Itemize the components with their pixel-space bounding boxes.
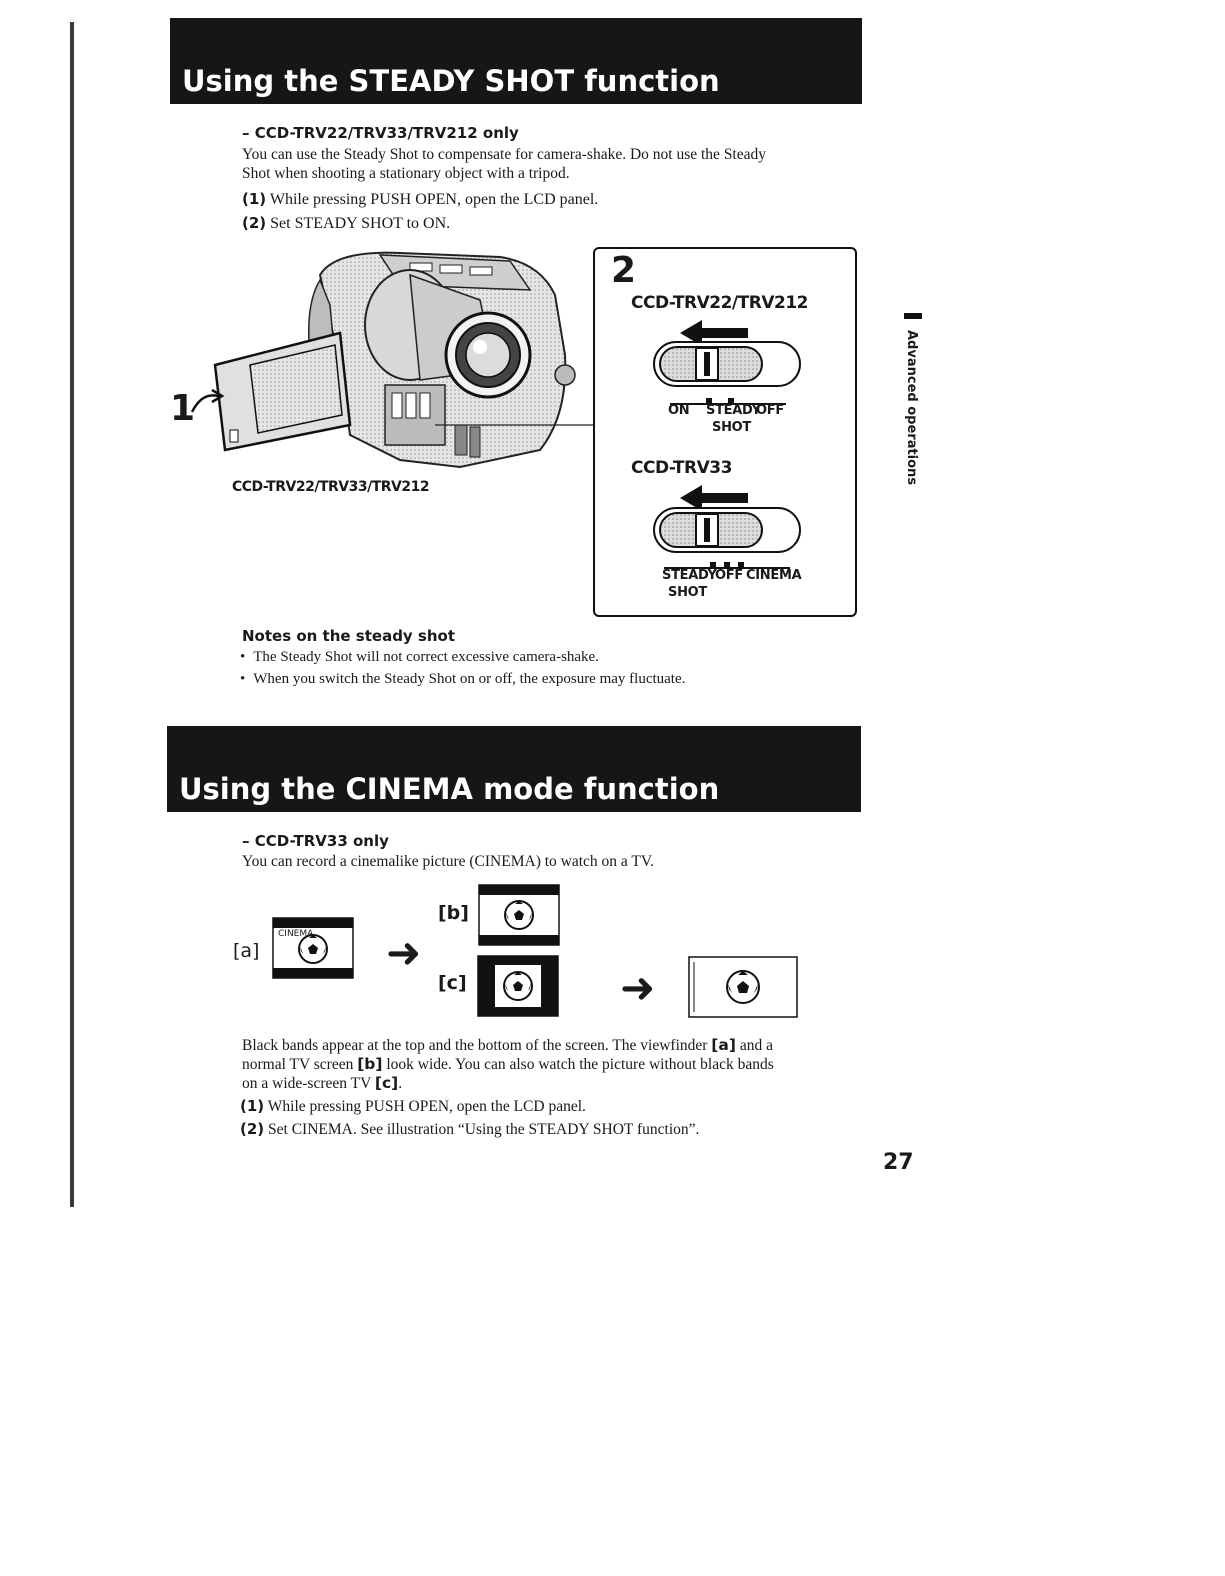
model-a-label: CCD-TRV22/TRV212 xyxy=(631,293,808,313)
label-c: [c] xyxy=(438,972,467,994)
steady-shot-step-2: (2) Set STEADY SHOT to ON. xyxy=(242,214,451,232)
switch-a-steady: STEADY xyxy=(706,403,761,418)
tv-screen-b xyxy=(478,884,560,951)
side-tab-label: Advanced operations xyxy=(904,330,919,486)
cinema-intro: You can record a cinemalike picture (CINEMA) to watch on a TV. xyxy=(242,853,654,870)
page-number: 27 xyxy=(883,1150,914,1175)
cinema-models-note: – CCD-TRV33 only xyxy=(242,832,389,850)
switch-b-steady: STEADY xyxy=(662,568,717,583)
slide-switch-icon xyxy=(652,340,802,395)
switch-b-shot: SHOT xyxy=(668,585,707,600)
section-title-steady-shot: Using the STEADY SHOT function xyxy=(170,18,862,104)
switch-a-on: ON xyxy=(668,403,690,418)
section-title-cinema-mode: Using the CINEMA mode function xyxy=(167,726,861,812)
soccer-ball-icon xyxy=(299,935,327,963)
model-b-label: CCD-TRV33 xyxy=(631,458,732,478)
cinema-explanation: Black bands appear at the top and the bottom of the screen. The viewfinder [a] and a normal TV screen [b] look wide. You can also watch the picture without black bands on a wide-screen TV [c]. xyxy=(242,1036,774,1092)
steady-shot-step-1: (1) While pressing PUSH OPEN, open the LCD panel. xyxy=(242,190,599,208)
right-arrow-icon: ➜ xyxy=(386,928,422,977)
soccer-ball-icon xyxy=(727,971,759,1003)
cinema-step-1: (1) While pressing PUSH OPEN, open the LCD panel. xyxy=(240,1097,586,1115)
soccer-ball-icon xyxy=(504,972,532,1000)
steady-shot-intro: You can use the Steady Shot to compensate for camera-shake. Do not use the Steady Shot when shooting a stationary object with a tripod. xyxy=(242,146,767,182)
camcorder-illustration xyxy=(170,245,600,485)
side-tab-marker xyxy=(904,313,922,319)
slide-switch-icon xyxy=(652,506,802,561)
cinema-step-2: (2) Set CINEMA. See illustration “Using the STEADY SHOT function”. xyxy=(240,1120,700,1138)
switch-b-cinema: CINEMA xyxy=(746,568,802,583)
soccer-ball-icon xyxy=(505,901,533,929)
callout-arrow-icon xyxy=(188,382,228,423)
note-item: • The Steady Shot will not correct excessive camera-shake. xyxy=(240,646,860,668)
widescreen-tv-result xyxy=(688,956,798,1023)
viewfinder-screen-a xyxy=(272,917,354,984)
cinema-text-overlay: CINEMA xyxy=(278,929,314,939)
switch-b-off: OFF xyxy=(715,568,743,583)
widescreen-tv-c xyxy=(477,955,559,1022)
label-a: [a] xyxy=(233,940,260,962)
callout-step-1: 1 xyxy=(170,388,196,429)
steady-shot-models-note: – CCD-TRV22/TRV33/TRV212 only xyxy=(242,124,519,142)
switch-a-off: OFF xyxy=(756,403,784,418)
notes-list xyxy=(240,646,860,690)
scan-edge xyxy=(70,22,74,1207)
right-arrow-icon: ➜ xyxy=(620,963,656,1012)
label-b: [b] xyxy=(438,902,469,924)
step-2-box-number: 2 xyxy=(611,250,637,291)
note-item: • When you switch the Steady Shot on or off, the exposure may fluctuate. xyxy=(240,668,860,690)
camcorder-caption: CCD-TRV22/TRV33/TRV212 xyxy=(232,479,430,495)
switch-a-shot: SHOT xyxy=(712,420,751,435)
notes-title: Notes on the steady shot xyxy=(242,627,456,645)
